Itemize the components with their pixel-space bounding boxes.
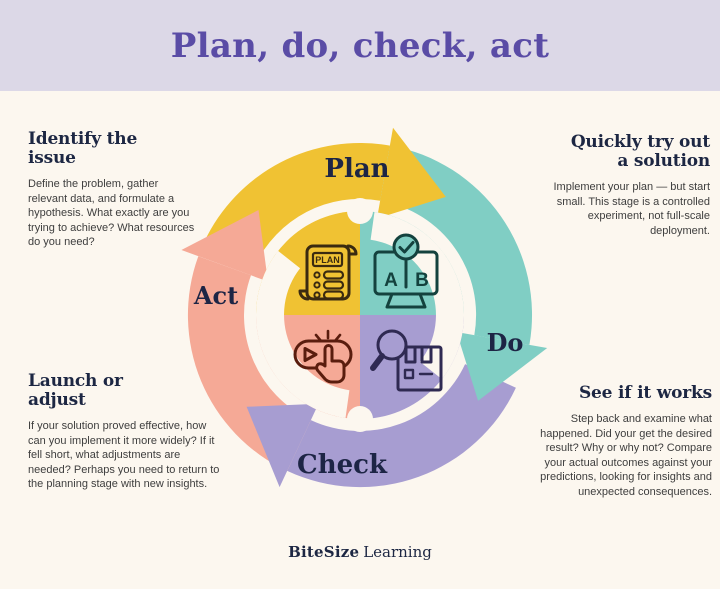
variant-b-label: B xyxy=(415,270,429,291)
section-body: Implement your plan — but start small. This stage is a controlled experiment, not full-scale deployment. xyxy=(553,181,710,237)
header-band xyxy=(0,0,720,91)
plan-scroll-icon xyxy=(300,246,356,299)
section-identify-issue xyxy=(28,130,196,250)
plan-label: Plan xyxy=(324,154,390,184)
section-title: Quickly try out a solution xyxy=(570,132,710,172)
brand-name-regular: Learning xyxy=(363,543,432,561)
act-label: Act xyxy=(193,281,239,310)
section-body: Step back and examine what happened. Did your get the desired result? Why or why not? Compare your actual outcomes against your predictions, looking for insights and unexpected consequences. xyxy=(540,413,712,498)
section-title: See if it works xyxy=(578,383,712,403)
check-label: Check xyxy=(297,450,387,480)
section-body: If your solution proved effective, how can you implement it more widely? If it fell short, what adjustments are needed? Perhaps you need to return to the planning stage with new insights. xyxy=(28,420,220,491)
plan-doc-label: PLAN xyxy=(315,255,340,265)
footer-brand xyxy=(0,543,720,561)
brand-name-bold: BiteSize xyxy=(288,543,360,561)
do-label: Do xyxy=(486,328,524,357)
section-body: Define the problem, gather relevant data, and formulate a hypothesis. What exactly are you trying to achieve? What resources do you need? xyxy=(28,178,195,249)
section-try-solution xyxy=(528,133,710,238)
variant-a-label: A xyxy=(384,270,398,291)
section-see-if-works xyxy=(525,384,712,499)
section-title: Launch or adjust xyxy=(28,371,123,411)
section-title: Identify the issue xyxy=(28,129,138,169)
page-title: Plan, do, check, act xyxy=(170,25,550,66)
section-launch-adjust xyxy=(28,372,220,492)
